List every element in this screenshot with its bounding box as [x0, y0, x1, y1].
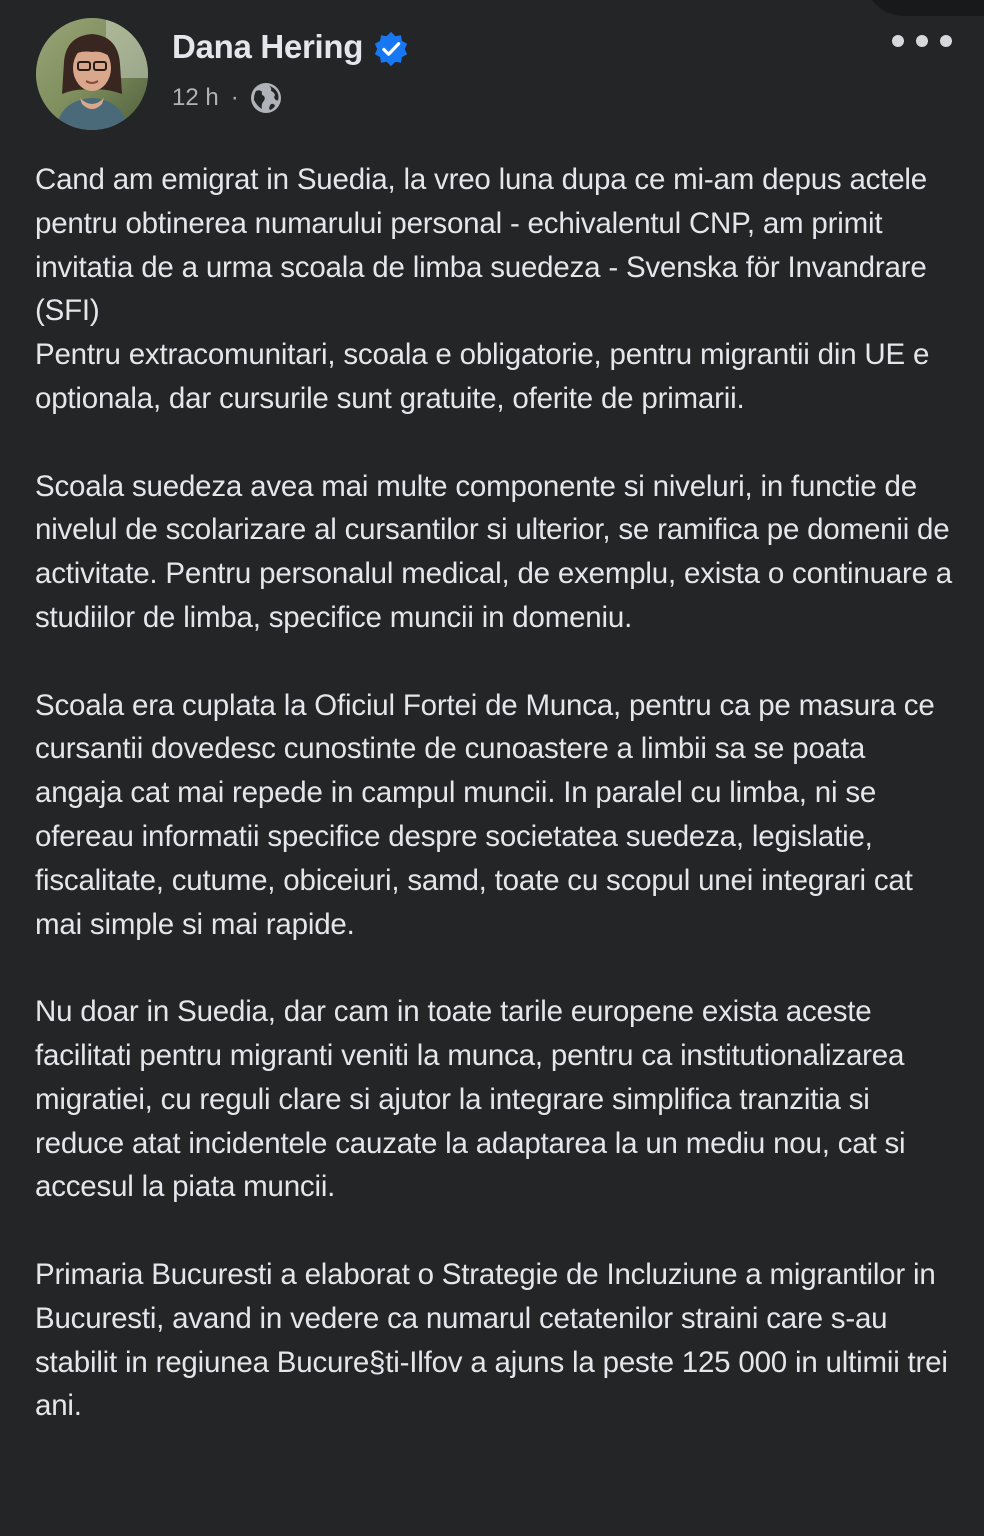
post-header [36, 18, 960, 130]
post-meta [172, 82, 283, 114]
post-paragraph: Scoala suedeza avea mai multe componente si niveluri, in functie de nivelul de scolarizare al cursantilor si ulterior, se ramifica pe domenii de activitate. Pentru personalul medical, de exemplu, exista o continuare a studiilor de limba, specifice muncii in domeniu. [35, 469, 953, 634]
author-name[interactable]: Dana Hering [172, 28, 364, 65]
post-paragraph: Nu doar in Suedia, dar cam in toate tarile europene exista aceste facilitati pentru migranti veniti la munca, pentru ca institutionalizarea migratiei, cu reguli clare si ajutor la integrare simplifica tranzitia si reduce atat incidentele cauzate la adaptarea la un mediu nou, cat si accesul la piata muncii. [35, 995, 906, 1204]
more-options-icon-dot [940, 35, 952, 47]
post-timestamp[interactable]: 12 h [172, 84, 219, 111]
post-paragraph: Cand am emigrat in Suedia, la vreo luna dupa ce mi-am depus actele pentru obtinerea numarului personal - echivalentul CNP, am primit invitatia de a urma scoala de limba suedeza - Svenska för Invandrare (SFI) Pentru extracomunitari, scoala e obligatorie, pentru migrantii din UE e optionala, dar cursurile sunt gratuite, oferite de primarii. [35, 163, 930, 415]
more-options-icon-dot [892, 35, 904, 47]
post-body [35, 158, 960, 1428]
avatar-photo [36, 18, 148, 130]
post-paragraph: Scoala era cuplata la Oficiul Fortei de Munca, pentru ca pe masura ce cursantii dovedesc cunostinte de cunoastere a limbii sa se poata angaja cat mai repede in campul muncii. In paralel cu limba, ni se ofereau informatii specifice despre societatea suedeza, legislatie, fiscalitate, cutume, obiceiuri, samd, toate cu scopul unei integrari cat mai simple si mai rapide. [35, 688, 935, 941]
more-options-icon-dot [916, 35, 928, 47]
post-paragraph: Primaria Bucuresti a elaborat o Strategie de Incluziune a migrantilor in Bucuresti, avand in vedere ca numarul cetatenilor straini care s-au stabilit in regiunea Bucure§ti-Ilfov a ajuns la peste 125 000 in ultimii trei ani. [35, 1257, 948, 1423]
author-avatar[interactable] [36, 18, 148, 130]
top-corner-shape [864, 0, 984, 16]
meta-separator: · [230, 84, 239, 111]
verified-badge-icon [372, 30, 410, 68]
more-options-button[interactable] [892, 28, 952, 54]
globe-icon [249, 81, 283, 115]
